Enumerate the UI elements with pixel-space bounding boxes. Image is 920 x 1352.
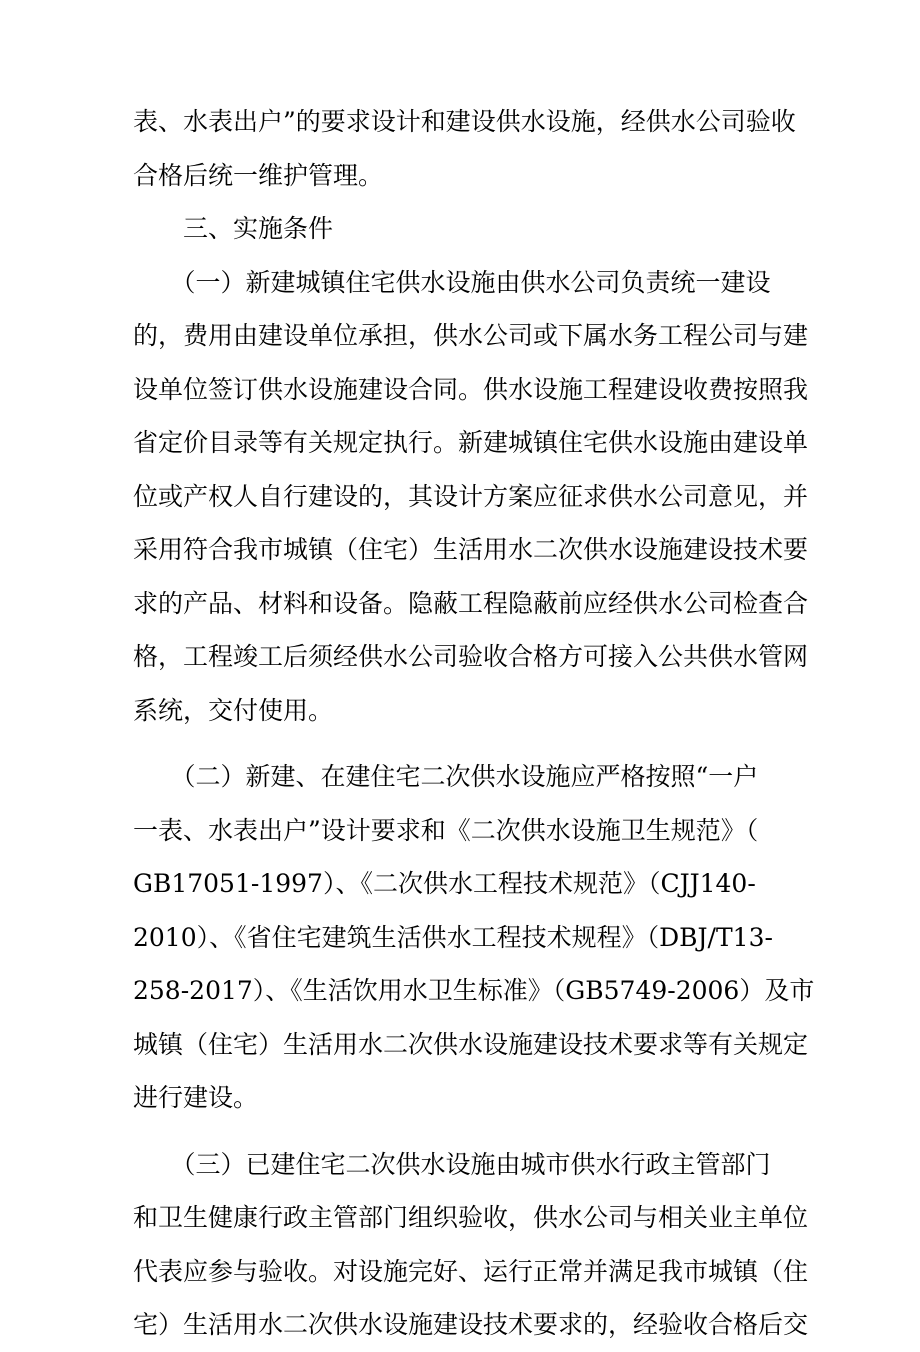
text-line: 258-2017）、《生活饮用水卫生标准》（GB5749-2006）及市 (133, 976, 815, 1005)
paragraph-spacer (133, 737, 798, 750)
text-line: （三）已建住宅二次供水设施由城市供水行政主管部门 (133, 1149, 771, 1179)
text-line: （二）新建、在建住宅二次供水设施应严格按照“一户 (133, 762, 759, 791)
paragraph-spacer (133, 1125, 798, 1138)
text-line: 代表应参与验收。对设施完好、运行正常并满足我市城镇（住 (133, 1256, 809, 1286)
text-line: 求的产品、材料和设备。隐蔽工程隐蔽前应经供水公司检查合 (133, 588, 809, 618)
text-line: 城镇（住宅）生活用水二次供水设施建设技术要求等有关规定 (133, 1029, 809, 1059)
text-line: 省定价目录等有关规定执行。新建城镇住宅供水设施由建设单 (133, 428, 809, 457)
text-line: 系统，交付使用。 (133, 695, 334, 725)
text-line: 宅）生活用水二次供水设施建设技术要求的，经验收合格后交 (133, 1310, 809, 1339)
text-line: 和卫生健康行政主管部门组织验收，供水公司与相关业主单位 (133, 1203, 809, 1232)
text-line: 的，费用由建设单位承担，供水公司或下属水务工程公司与建 (133, 321, 809, 350)
paragraph-item-1 (133, 256, 809, 738)
text-line: 格，工程竣工后须经供水公司验收合格方可接入公共供水管网 (133, 642, 809, 671)
paragraph-continuation (133, 95, 798, 202)
document-body (133, 95, 815, 1352)
text-line: 位或产权人自行建设的，其设计方案应征求供水公司意见，并 (133, 481, 809, 511)
text-line: 一表、水表出户”设计要求和《二次供水设施卫生规范》（ (133, 815, 759, 845)
text-line: 设单位签订供水设施建设合同。供水设施工程建设收费按照我 (133, 374, 809, 404)
paragraph-item-2 (133, 750, 815, 1125)
text-line: 2010）、《省住宅建筑生活供水工程技术规程》（DBJ/T13- (133, 922, 773, 952)
text-line: 进行建设。 (133, 1083, 259, 1112)
paragraph-item-3 (133, 1138, 809, 1352)
text-line: GB17051-1997）、《二次供水工程技术规范》（CJJ140- (133, 869, 756, 898)
section-heading: 三、实施条件 (133, 214, 334, 243)
text-line: 合格后统一维护管理。 (133, 160, 384, 190)
text-line: 采用符合我市城镇（住宅）生活用水二次供水设施建设技术要 (133, 535, 809, 564)
text-line: 表、水表出户”的要求设计和建设供水设施，经供水公司验收 (133, 107, 796, 136)
text-line: （一）新建城镇住宅供水设施由供水公司负责统一建设 (133, 267, 771, 297)
